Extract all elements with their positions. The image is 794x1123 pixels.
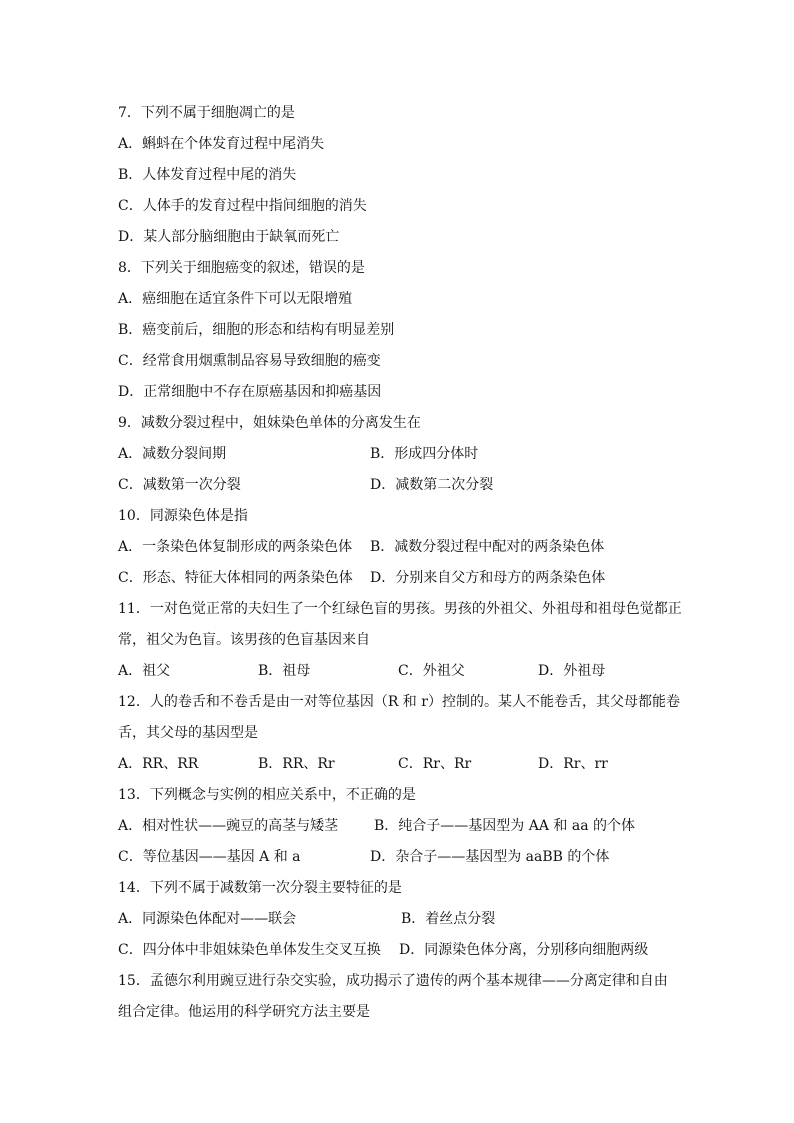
- question-stem: 9．减数分裂过程中，姐妹染色单体的分离发生在: [118, 415, 421, 431]
- question-stem: 舌，其父母的基因型是: [118, 725, 258, 741]
- option-row: [118, 842, 684, 873]
- option: B．人体发育过程中尾的消失: [118, 167, 297, 183]
- option: B．减数分裂过程中配对的两条染色体: [370, 539, 605, 555]
- option-row: [118, 563, 684, 594]
- option-row: [118, 656, 684, 687]
- question-stem: 11．一对色觉正常的夫妇生了一个红绿色盲的男孩。男孩的外祖父、外祖母和祖母色觉都正: [118, 601, 682, 617]
- option: B．祖母: [258, 663, 311, 679]
- option-row: [118, 439, 684, 470]
- option: D．同源染色体分离，分别移向细胞两级: [399, 942, 649, 958]
- option: A．减数分裂间期: [118, 446, 227, 462]
- option: C．等位基因——基因 A 和 a: [118, 849, 301, 865]
- option: B．RR、Rr: [258, 756, 335, 772]
- option-row: [118, 811, 684, 842]
- question-stem: 10．同源染色体是指: [118, 508, 248, 524]
- option: D．Rr、rr: [538, 756, 608, 772]
- question-stem: 12．人的卷舌和不卷舌是由一对等位基因（R 和 r）控制的。某人不能卷舌，其父母都能卷: [118, 694, 680, 710]
- option: D．杂合子——基因型为 aaBB 的个体: [370, 849, 610, 865]
- option: B．癌变前后，细胞的形态和结构有明显差别: [118, 322, 395, 338]
- option: C．经常食用烟熏制品容易导致细胞的癌变: [118, 353, 381, 369]
- option: D．正常细胞中不存在原癌基因和抑癌基因: [118, 384, 382, 400]
- option: D．某人部分脑细胞由于缺氧而死亡: [118, 229, 340, 245]
- option: C．Rr、Rr: [398, 756, 472, 772]
- question-stem: 组合定律。他运用的科学研究方法主要是: [118, 1004, 370, 1020]
- question-stem: 15．孟德尔利用豌豆进行杂交实验，成功揭示了遗传的两个基本规律——分离定律和自由: [118, 973, 668, 989]
- option: C．人体手的发育过程中指间细胞的消失: [118, 198, 367, 214]
- option: A．祖父: [118, 663, 171, 679]
- option: C．外祖父: [398, 663, 465, 679]
- question-stem: 13．下列概念与实例的相应关系中，不正确的是: [118, 787, 416, 803]
- option: B．形成四分体时: [370, 446, 479, 462]
- option: C．减数第一次分裂: [118, 477, 241, 493]
- option: C．四分体中非姐妹染色单体发生交叉互换: [118, 942, 381, 958]
- option: A．癌细胞在适宜条件下可以无限增殖: [118, 291, 353, 307]
- question-stem: 7．下列不属于细胞凋亡的是: [118, 105, 295, 121]
- option-row: [118, 935, 684, 966]
- question-stem: 14．下列不属于减数第一次分裂主要特征的是: [118, 880, 402, 896]
- question-stem: 8．下列关于细胞癌变的叙述，错误的是: [118, 260, 365, 276]
- option-row: [118, 470, 684, 501]
- option: B．着丝点分裂: [401, 911, 496, 927]
- option-row: [118, 749, 684, 780]
- option-row: [118, 904, 684, 935]
- question-stem: 常，祖父为色盲。该男孩的色盲基因来自: [118, 632, 370, 648]
- option: A．相对性状——豌豆的高茎与矮茎: [118, 818, 339, 834]
- option: A．同源染色体配对——联会: [118, 911, 297, 927]
- option: A．蝌蚪在个体发育过程中尾消失: [118, 136, 325, 152]
- option: D．分别来自父方和母方的两条染色体: [370, 570, 606, 586]
- option: A．RR、RR: [118, 756, 199, 772]
- option-row: [118, 532, 684, 563]
- option: A．一条染色体复制形成的两条染色体: [118, 539, 353, 555]
- option: B．纯合子——基因型为 AA 和 aa 的个体: [374, 818, 636, 834]
- option: D．外祖母: [538, 663, 606, 679]
- exam-page: [118, 98, 684, 1028]
- option: D．减数第二次分裂: [370, 477, 494, 493]
- option: C．形态、特征大体相同的两条染色体: [118, 570, 353, 586]
